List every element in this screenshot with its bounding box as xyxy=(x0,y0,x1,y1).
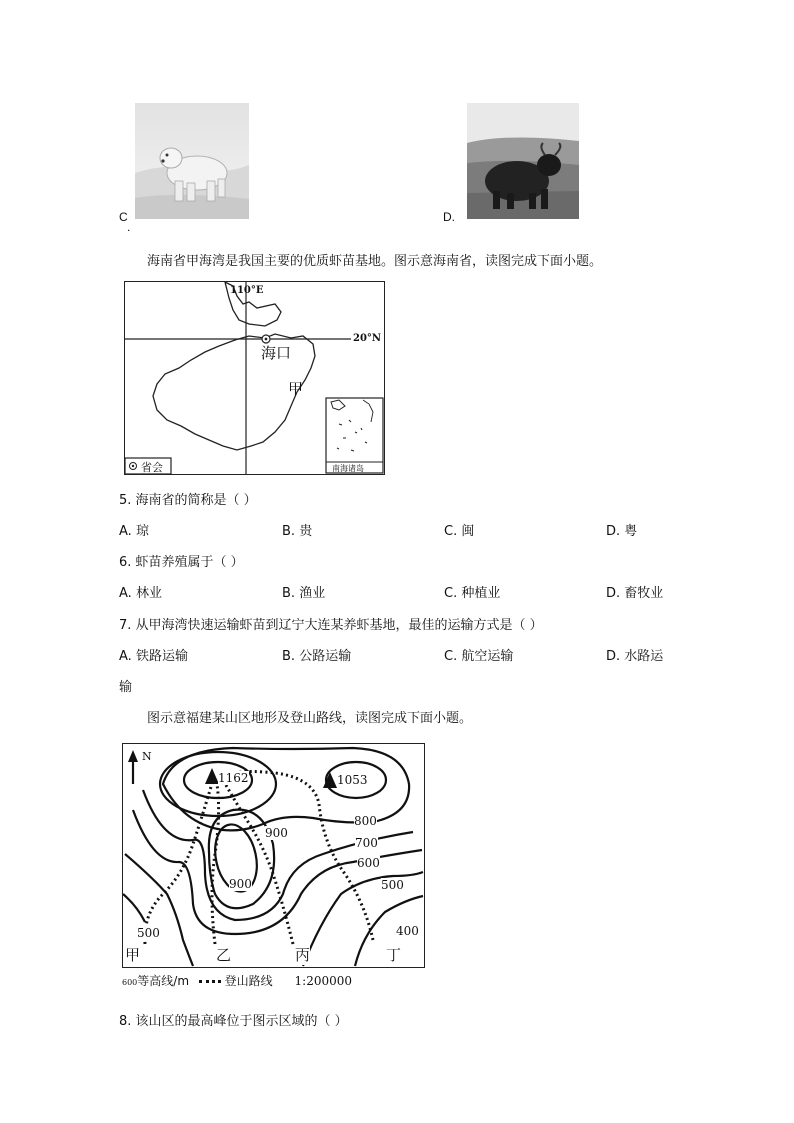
option-letter: B. xyxy=(282,586,296,601)
legend-contour-sample: 600 xyxy=(122,978,138,987)
inset-label: 南海诸岛 xyxy=(332,464,364,473)
option-text: 林业 xyxy=(135,586,162,601)
q5-option-d[interactable] xyxy=(606,520,637,539)
q7-option-d[interactable] xyxy=(606,645,663,664)
peak-1162-label: 1162 xyxy=(218,771,249,785)
contour-legend xyxy=(122,972,352,989)
contour-label: 500 xyxy=(137,926,160,940)
polar-bear-image xyxy=(135,103,249,219)
q5-option-a[interactable] xyxy=(119,520,149,539)
legend-contour-label: 等高线/m xyxy=(137,974,190,988)
q5-option-c[interactable] xyxy=(444,520,474,539)
q7-option-a[interactable] xyxy=(119,645,188,664)
intro-hainan: 海南省甲海湾是我国主要的优质虾苗基地。图示意海南省，读图完成下面小题。 xyxy=(147,254,603,269)
q7-option-c[interactable] xyxy=(444,645,513,664)
option-text: 畜牧业 xyxy=(624,586,664,601)
option-letter: D. xyxy=(606,586,621,601)
option-letter: A. xyxy=(119,524,132,539)
route-start-ding: 丁 xyxy=(386,946,402,964)
option-letter: C. xyxy=(444,524,458,539)
option-text: 闽 xyxy=(461,524,475,539)
route-start-bing: 丙 xyxy=(295,946,311,964)
option-letter: A. xyxy=(119,649,132,664)
option-text: 种植业 xyxy=(461,586,501,601)
q6-option-b[interactable] xyxy=(282,582,325,601)
yak-image xyxy=(467,103,579,219)
option-letter: B. xyxy=(282,649,296,664)
contour-map xyxy=(122,743,425,968)
option-text: 粤 xyxy=(624,524,638,539)
option-letter: A. xyxy=(119,586,132,601)
contour-label: 700 xyxy=(355,836,378,850)
q6-option-c[interactable] xyxy=(444,582,500,601)
option-text: 琼 xyxy=(135,524,149,539)
option-text: 渔业 xyxy=(299,586,326,601)
option-text: 铁路运输 xyxy=(135,649,188,664)
hainan-map xyxy=(124,281,385,475)
scale-label: 1:200000 xyxy=(294,974,353,988)
option-d-label: D. xyxy=(443,210,455,224)
contour-label: 900 xyxy=(265,826,288,840)
contour-label: 800 xyxy=(354,814,377,828)
legend-route-swatch xyxy=(199,980,221,983)
intro-fujian: 图示意福建某山区地形及登山路线，读图完成下面小题。 xyxy=(147,711,473,726)
option-letter: C. xyxy=(444,586,458,601)
question-6: 6. 虾苗养殖属于（ ） xyxy=(119,555,244,570)
q6-option-d[interactable] xyxy=(606,582,663,601)
route-start-jia: 甲 xyxy=(125,946,141,964)
peak-1053-label: 1053 xyxy=(337,773,368,787)
option-letter: B. xyxy=(282,524,296,539)
contour-label: 900 xyxy=(229,877,252,891)
question-8: 8. 该山区的最高峰位于图示区域的（ ） xyxy=(119,1014,348,1029)
option-letter: C. xyxy=(444,649,458,664)
place-jia: 甲 xyxy=(288,380,304,398)
legend-route-label: 登山路线 xyxy=(224,974,273,988)
contour-label: 400 xyxy=(396,924,419,938)
q7-option-b[interactable] xyxy=(282,645,351,664)
option-text: 航空运输 xyxy=(461,649,514,664)
longitude-label: 110°E xyxy=(230,285,264,296)
question-7: 7. 从甲海湾快速运输虾苗到辽宁大连某养虾基地，最佳的运输方式是（ ） xyxy=(119,618,543,633)
legend-capital-label: 省会 xyxy=(141,461,163,474)
option-text: 贵 xyxy=(299,524,313,539)
option-c-label: C xyxy=(119,210,128,224)
latitude-label: 20°N xyxy=(353,333,382,344)
option-text: 水路运 xyxy=(624,649,664,664)
contour-label: 600 xyxy=(357,856,380,870)
option-letter: D. xyxy=(606,649,621,664)
option-letter: D. xyxy=(606,524,621,539)
q7-option-d-wrap: 输 xyxy=(119,680,133,695)
north-label: N xyxy=(142,750,152,763)
q5-option-b[interactable] xyxy=(282,520,312,539)
question-5: 5. 海南省的简称是（ ） xyxy=(119,493,257,508)
option-c-dot: . xyxy=(127,220,131,234)
route-start-yi: 乙 xyxy=(216,946,232,964)
q6-option-a[interactable] xyxy=(119,582,162,601)
capital-name: 海口 xyxy=(261,344,292,362)
option-text: 公路运输 xyxy=(299,649,352,664)
contour-label: 500 xyxy=(381,878,404,892)
